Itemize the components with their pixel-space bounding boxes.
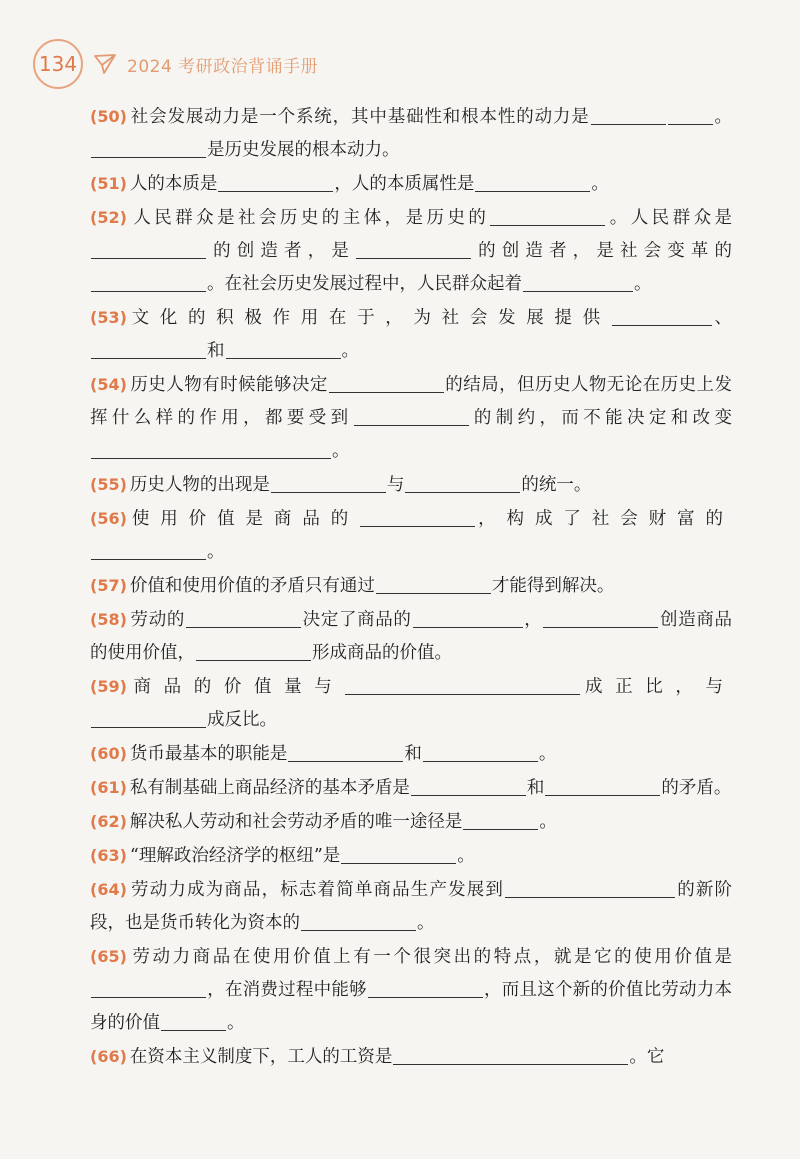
question-61: (61) 私有制基础上商品经济的基本矛盾是 和 的矛盾。 [90,778,732,798]
answer-blank[interactable] [91,241,206,260]
question-59: (59) 商品的价值量与 成正比，与成反比。 [90,677,733,730]
question-66: (66) 在资本主义制度下，工人的工资是 。它 [90,1047,665,1067]
answer-blank[interactable] [490,208,605,227]
answer-blank[interactable] [405,475,520,494]
answer-blank[interactable] [356,241,471,260]
answer-blank[interactable] [226,341,341,360]
answer-blank[interactable] [543,610,658,629]
answer-blank[interactable] [161,1013,226,1032]
question-58: (58) 劳动的 决定了商品的 ， 创造商品的使用价值， 形成商品的价值。 [90,610,733,663]
answer-blank[interactable] [91,542,206,561]
answer-blank[interactable] [271,475,386,494]
answer-blank[interactable] [196,643,311,662]
page-number: 134 [33,39,83,89]
answer-blank[interactable] [91,441,331,460]
answer-blank[interactable] [91,274,206,293]
question-63: (63) “理解政治经济学的枢纽”是 。 [90,846,475,866]
question-56: (56) 使用价值是商品的 ，构成了社会财富的。 [90,509,733,562]
answer-blank[interactable] [218,174,333,193]
answer-blank[interactable] [376,576,491,595]
question-51: (51) 人的本质是 ，人的本质属性是 。 [90,174,609,194]
answer-blank[interactable] [368,980,483,999]
answer-blank[interactable] [186,610,301,629]
question-64: (64) 劳动力成为商品，标志着简单商品生产发展到 的新阶段，也是货币转化为资本的 。 [90,880,733,933]
question-55: (55) 历史人物的出现是 与 的统一。 [90,475,592,495]
answer-blank[interactable] [288,744,403,763]
page-header [33,39,318,89]
answer-blank[interactable] [91,980,206,999]
answer-blank[interactable] [545,778,660,797]
question-53: (53) 文化的积极作用在于，为社会发展提供 、和 。 [90,308,733,361]
answer-blank[interactable] [91,710,206,729]
answer-blank[interactable] [393,1047,628,1066]
answer-blank[interactable] [360,509,475,528]
answer-blank[interactable] [91,341,206,360]
answer-blank[interactable] [505,880,675,899]
question-54: (54) 历史人物有时候能够决定 的结局，但历史人物无论在历史上发挥什么样的作用，都要受到 的制约，而不能决定和改变。 [90,375,733,461]
answer-blank[interactable] [345,677,580,696]
answer-blank[interactable] [475,174,590,193]
answer-blank[interactable] [523,274,633,293]
book-title: 2024 考研政治背诵手册 [127,56,319,77]
answer-blank[interactable] [91,140,206,159]
paper-plane-icon [93,53,117,75]
question-65: (65) 劳动力商品在使用价值上有一个很突出的特点，就是它的使用价值是，在消费过程中能够 ，而且这个新的价值比劳动力本身的价值 。 [90,947,733,1033]
answer-blank[interactable] [463,812,538,831]
question-60: (60) 货币最基本的职能是 和 。 [90,744,557,764]
answer-blank[interactable] [668,107,713,126]
question-57: (57) 价值和使用价值的矛盾只有通过 才能得到解决。 [90,576,615,596]
answer-blank[interactable] [413,610,523,629]
question-list [90,100,732,1074]
answer-blank[interactable] [411,778,526,797]
question-52: (52) 人民群众是社会历史的主体，是历史的 。人民群众是的创造者，是 的创造者，是社会变革的。在社会历史发展过程中，人民群众起着 。 [90,208,733,294]
answer-blank[interactable] [591,107,666,126]
answer-blank[interactable] [612,308,712,327]
question-62: (62) 解决私人劳动和社会劳动矛盾的唯一途径是 。 [90,812,557,832]
answer-blank[interactable] [341,846,456,865]
answer-blank[interactable] [423,744,538,763]
answer-blank[interactable] [329,375,444,394]
answer-blank[interactable] [301,913,416,932]
question-50: (50) 社会发展动力是一个系统，其中基础性和根本性的动力是 。是历史发展的根本动力。 [90,107,733,160]
answer-blank[interactable] [354,408,469,427]
